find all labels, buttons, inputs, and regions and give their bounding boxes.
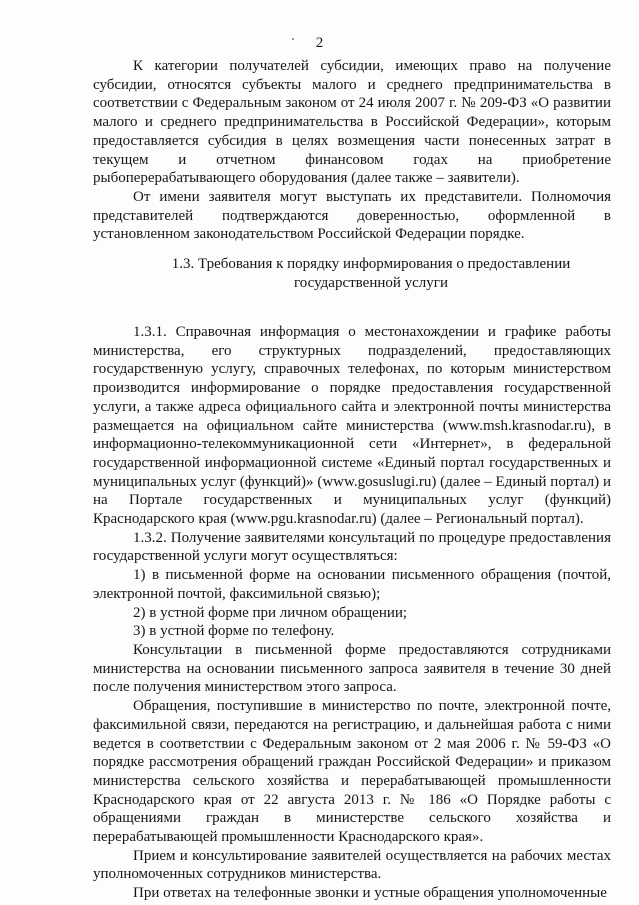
paragraph-reception: Прием и консультирование заявителей осуществляется на рабочих местах уполномоченных сотрудников министерства. <box>93 847 611 883</box>
paragraph-written-consultations: Консультации в письменной форме предоставляются сотрудниками министерства на основании письменного запроса заявителя в течение 30 дней после получения министерством этого запроса. <box>93 641 611 696</box>
list-item-oral-phone: 3) в устной форме по телефону. <box>133 623 335 640</box>
list-item-written-form: 1) в письменной форме на основании письменного обращения (почтой, электронной почтой, факсимильной связью); <box>93 567 611 602</box>
paragraph-recipients-category: К категории получателей субсидии, имеющих право на получение субсидии, относятся субъекты малого и среднего предпринимательства в соответствии с Федеральным законом от 24 июля 2007 г. № 209-ФЗ «О развитии малого и среднего предпринимательства в Российской Федерации», которым предоставляется субсидия в целях возмещения части понесенных затрат в текущем и отчетном финансовом годах на приобретение рыбоперерабатывающего оборудования (далее также – заявители). <box>93 58 611 187</box>
document-body <box>93 57 611 903</box>
section-heading-1-3: 1.3. Требования к порядку информирования о предоставлении государственной услуги <box>171 256 571 292</box>
page-number: 2 <box>315 35 324 51</box>
paragraph-representatives: От имени заявителя могут выступать их представители. Полномочия представителей подтверждаются доверенностью, оформленной в установленном законодательством Российской Федерации порядке. <box>93 188 611 243</box>
list-item-oral-personal: 2) в устной форме при личном обращении; <box>133 604 408 621</box>
paragraph-1-3-1: 1.3.1. Справочная информация о местонахождении и графике работы министерства, его структурных подразделений, предоставляющих государственную услугу, справочных телефонах, по которым министерством производится информирование о порядке предоставления государственной услуги, а также адреса официального сайта и электронной почты министерства размещается на официальном сайте министерства (www.msh.krasnodar.ru), в информационно-телекоммуникационной сети «Интернет», в федеральной государственной информационной системе «Единый портал государственных и муниципальных услуг (функций)» (www.gosuslugi.ru) (далее – Единый портал) и на Портале государственных и муниципальных услуг (функций) Краснодарского края (www.pgu.krasnodar.ru) (далее – Региональный портал). <box>93 324 611 528</box>
paragraph-1-3-2: 1.3.2. Получение заявителями консультаций по процедуре предоставления государственной услуги могут осуществляться: <box>93 529 611 565</box>
paragraph-appeals-processing: Обращения, поступившие в министерство по почте, электронной почте, факсимильной связи, передаются на регистрацию, и дальнейшая работа с ними ведется в соответствии с Федеральным законом от 2 мая 2006 г. № 59-ФЗ «О порядке рассмотрения обращений граждан Российской Федерации» и приказом министерства сельского хозяйства и перерабатывающей промышленности Краснодарского края от 22 августа 2013 г. № 186 «О Порядке работы с обращениями граждан в министерстве сельского хозяйства и перерабатывающей промышленности Краснодарского края». <box>93 698 611 846</box>
paragraph-phone-answers: При ответах на телефонные звонки и устные обращения уполномоченные <box>133 885 607 902</box>
